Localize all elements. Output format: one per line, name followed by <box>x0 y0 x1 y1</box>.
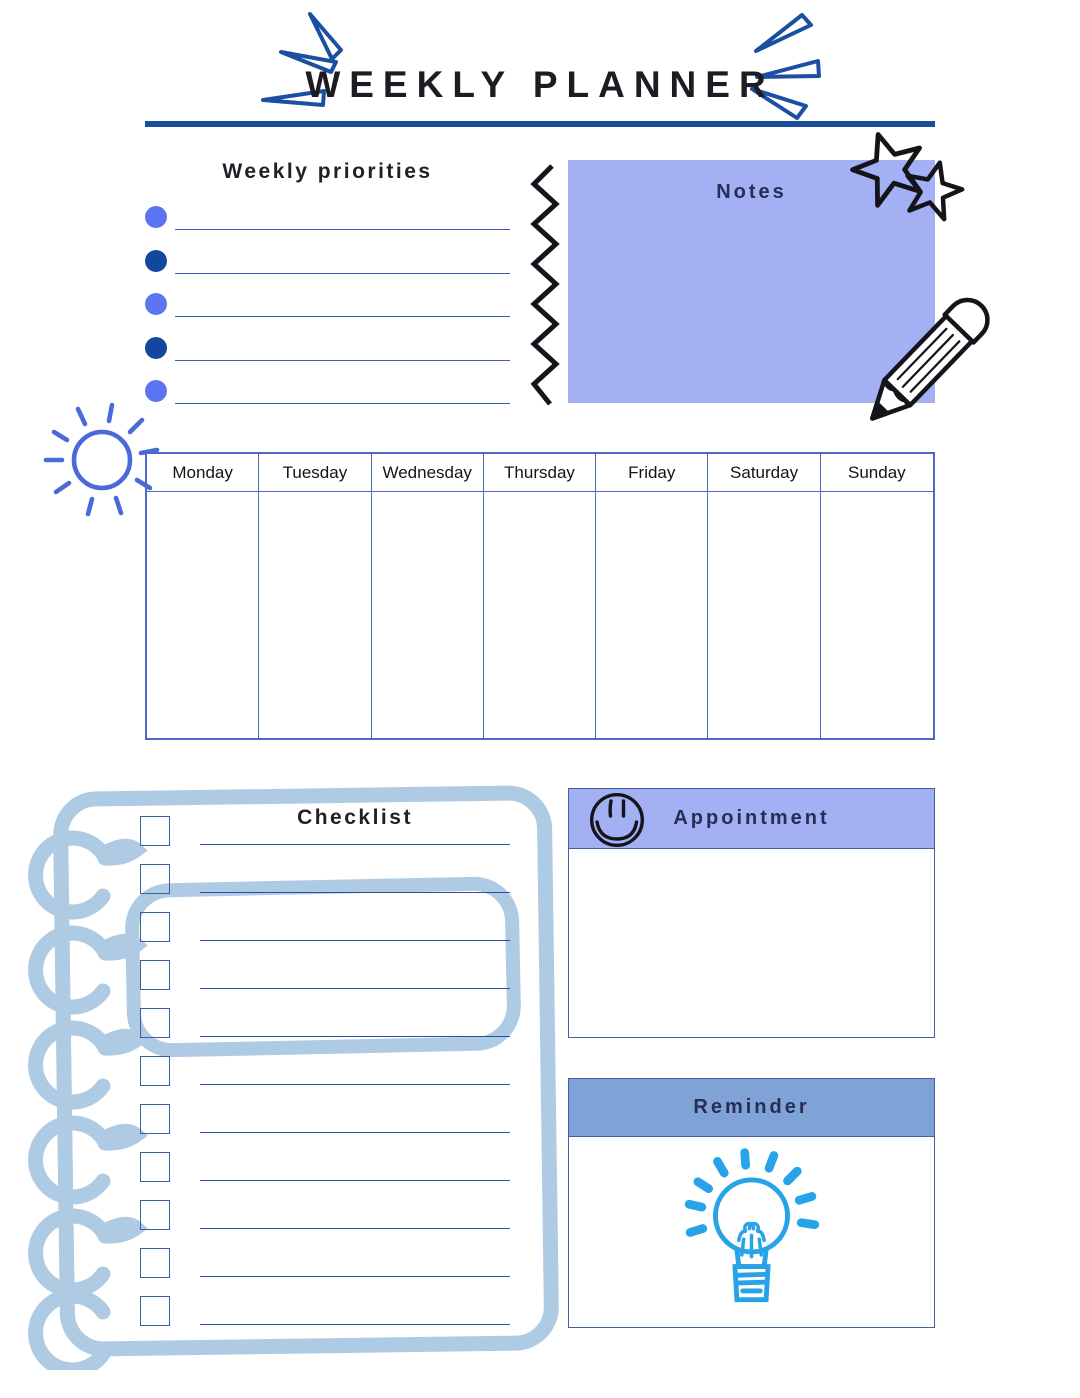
checklist-line[interactable] <box>200 988 510 989</box>
checklist-line[interactable] <box>200 892 510 893</box>
day-cell[interactable] <box>821 492 933 738</box>
reminder-header <box>569 1079 934 1137</box>
day-header: Saturday <box>708 454 820 492</box>
checkbox[interactable] <box>140 1104 170 1134</box>
checkbox[interactable] <box>140 1152 170 1182</box>
day-header: Wednesday <box>372 454 484 492</box>
priorities-title: Weekly priorities <box>222 160 433 183</box>
notes-title: Notes <box>716 181 787 203</box>
priority-item <box>145 376 510 420</box>
smiley-face-icon <box>588 791 646 849</box>
day-header: Friday <box>596 454 708 492</box>
priority-line[interactable] <box>175 360 510 361</box>
checklist-line[interactable] <box>200 1180 510 1181</box>
priority-line[interactable] <box>175 316 510 317</box>
day-cell[interactable] <box>484 492 596 738</box>
checklist-line[interactable] <box>200 1084 510 1085</box>
checkbox[interactable] <box>140 1296 170 1326</box>
day-cell[interactable] <box>147 492 259 738</box>
checklist-item <box>140 1008 510 1056</box>
appointment-title: Appointment <box>673 807 830 829</box>
title-underline <box>145 121 935 127</box>
priority-item <box>145 246 510 290</box>
checkbox[interactable] <box>140 1008 170 1038</box>
lightbulb-icon <box>659 1145 844 1317</box>
checklist-line[interactable] <box>200 1324 510 1325</box>
bullet-icon <box>145 206 167 228</box>
priority-item <box>145 202 510 246</box>
day-header: Tuesday <box>259 454 371 492</box>
checklist-item <box>140 1104 510 1152</box>
checkbox[interactable] <box>140 1056 170 1086</box>
checklist-line[interactable] <box>200 940 510 941</box>
checklist-line[interactable] <box>200 1228 510 1229</box>
page-title: WEEKLY PLANNER <box>305 64 775 105</box>
checklist-item <box>140 1200 510 1248</box>
checklist-item <box>140 912 510 960</box>
checklist-item <box>140 960 510 1008</box>
priority-item <box>145 333 510 377</box>
priority-line[interactable] <box>175 229 510 230</box>
day-header: Monday <box>147 454 259 492</box>
checklist-line[interactable] <box>200 1132 510 1133</box>
checklist-line[interactable] <box>200 844 510 845</box>
checklist-line[interactable] <box>200 1276 510 1277</box>
reminder-area[interactable] <box>569 1137 934 1325</box>
checklist-item <box>140 864 510 912</box>
priority-item <box>145 289 510 333</box>
checklist-item <box>140 1296 510 1344</box>
day-header: Thursday <box>484 454 596 492</box>
checkbox[interactable] <box>140 960 170 990</box>
day-header: Sunday <box>821 454 933 492</box>
day-cell[interactable] <box>708 492 820 738</box>
checkbox[interactable] <box>140 864 170 894</box>
bullet-icon <box>145 250 167 272</box>
checklist-item <box>140 1056 510 1104</box>
checkbox[interactable] <box>140 816 170 846</box>
bullet-icon <box>145 337 167 359</box>
zigzag-icon <box>528 162 562 408</box>
checklist-title: Checklist <box>297 806 413 829</box>
checkbox[interactable] <box>140 1200 170 1230</box>
bullet-icon <box>145 293 167 315</box>
week-table <box>145 452 935 740</box>
checklist <box>140 816 510 1344</box>
checklist-item <box>140 1248 510 1296</box>
star-icon <box>901 158 965 222</box>
checklist-item <box>140 816 510 864</box>
checklist-item <box>140 1152 510 1200</box>
day-cell[interactable] <box>372 492 484 738</box>
appointment-area[interactable] <box>569 849 934 1035</box>
checkbox[interactable] <box>140 912 170 942</box>
pencil-icon <box>848 288 998 438</box>
priorities-list <box>145 202 510 420</box>
reminder-card <box>568 1078 935 1328</box>
priority-line[interactable] <box>175 273 510 274</box>
priority-line[interactable] <box>175 403 510 404</box>
checklist-line[interactable] <box>200 1036 510 1037</box>
day-cell[interactable] <box>596 492 708 738</box>
day-cell[interactable] <box>259 492 371 738</box>
checkbox[interactable] <box>140 1248 170 1278</box>
spiral-binding-icon <box>36 838 136 1370</box>
reminder-title: Reminder <box>693 1096 810 1118</box>
